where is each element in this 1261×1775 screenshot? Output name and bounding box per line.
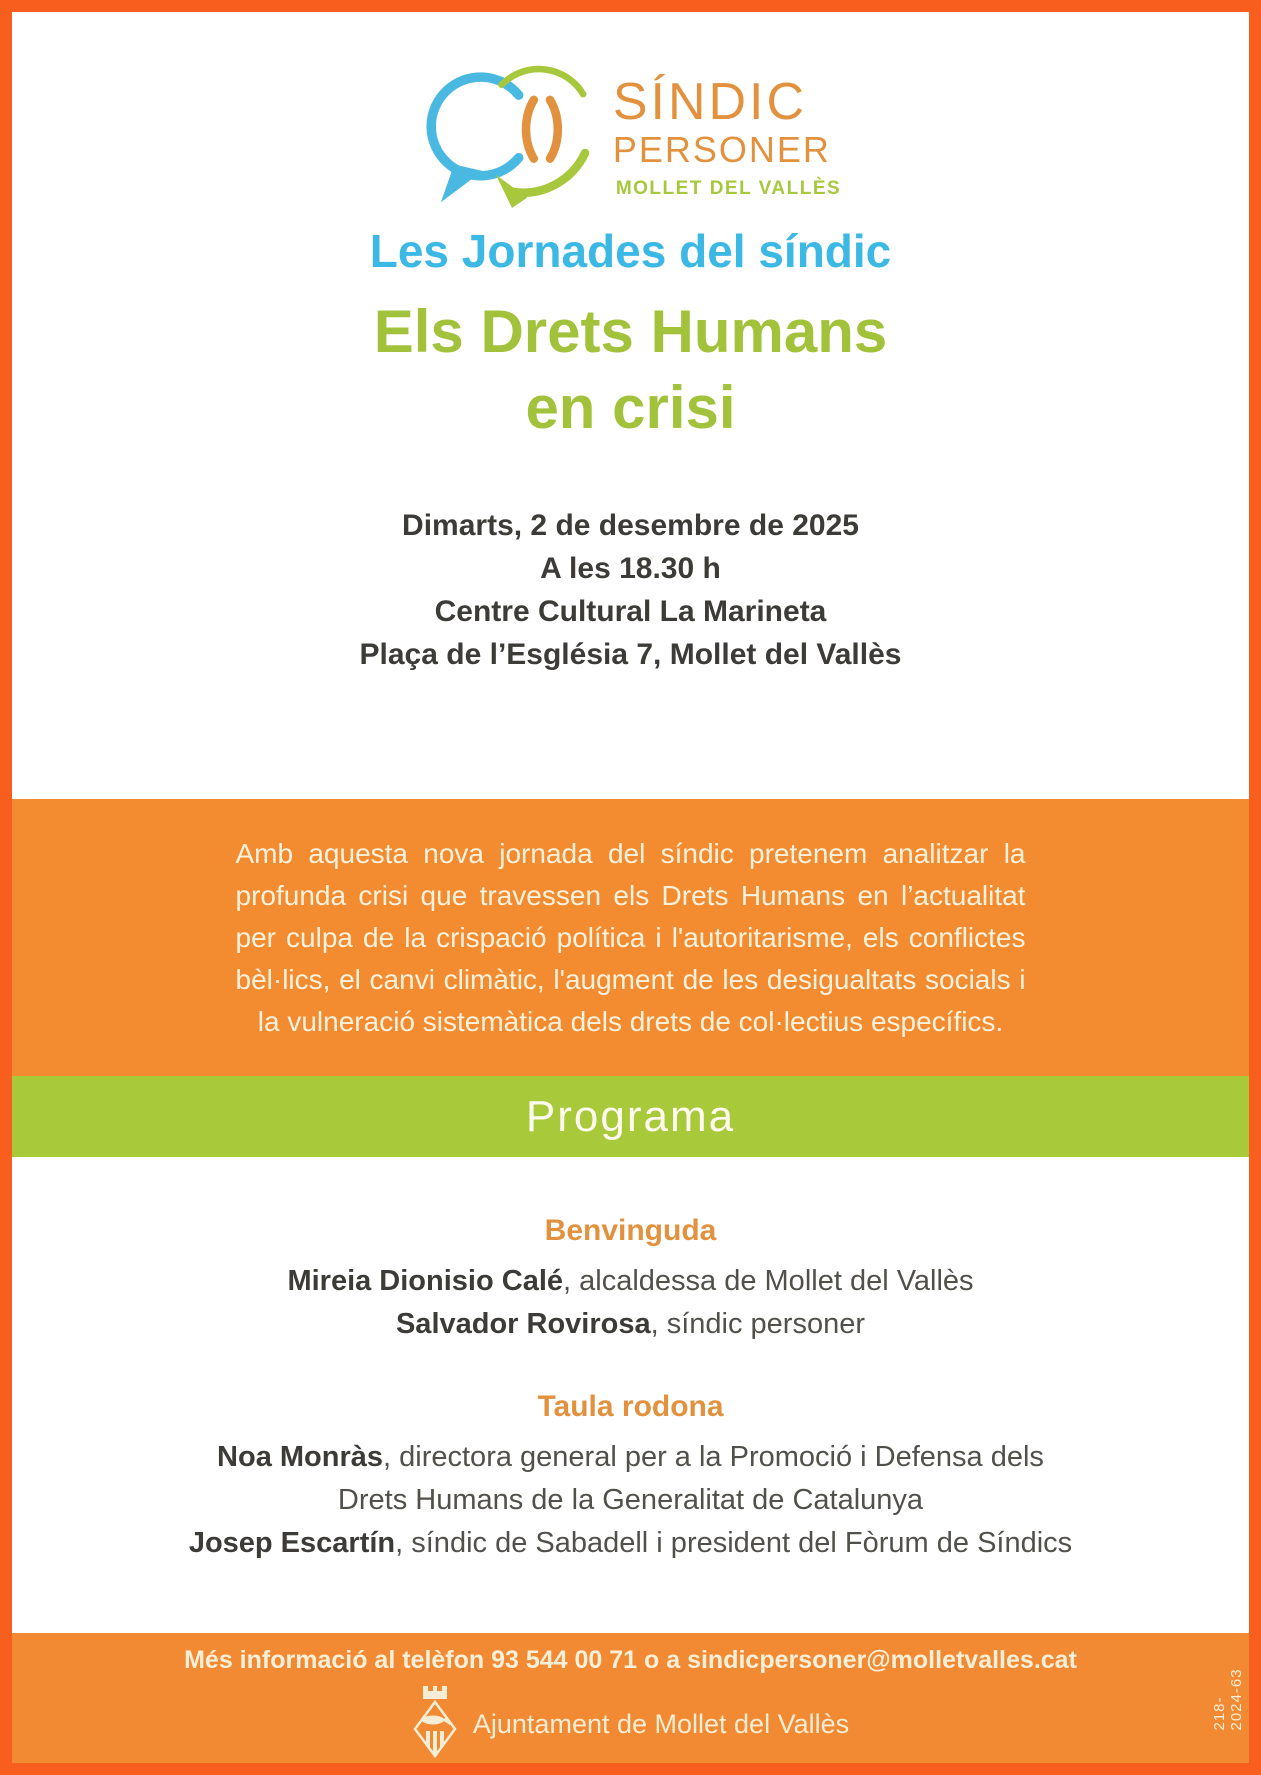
page-title-line2: en crisi — [525, 374, 736, 441]
logo-subtitle: MOLLET DEL VALLÈS — [615, 177, 842, 199]
logo-wordmark — [612, 72, 842, 199]
logo-wordmark-line2: PERSONER — [612, 128, 831, 170]
speaker-role: , directora general per a la Promoció i Defensa dels Drets Humans de la Generalitat de Catalunya — [337, 1441, 1044, 1516]
page-title — [12, 294, 1249, 446]
speaker-role: , alcaldessa de Mollet del Vallès — [563, 1265, 974, 1297]
section-heading: Benvinguda — [544, 1214, 717, 1247]
event-date: Dimarts, 2 de desembre de 2025 — [402, 509, 859, 542]
city-coat-of-arms-icon — [412, 1685, 458, 1764]
program-section-benvinguda — [12, 1212, 1249, 1346]
program-section-taula-rodona — [12, 1388, 1249, 1565]
speaker-role: , síndic de Sabadell i president del Fòrum de Síndics — [395, 1527, 1073, 1559]
footer-org-name: Ajuntament de Mollet del Vallès — [472, 1709, 850, 1739]
program-entry — [181, 1436, 1081, 1522]
intro-paragraph: Amb aquesta nova jornada del síndic pretenem analitzar la profunda crisi que travessen els Drets Humans en l’actualitat per culpa de la crispació política i l'autoritarisme, els conflictes bèl·lics, el canvi climàtic, l'augment de les desigualtats socials i la vulneració sistemàtica dels drets de col·lectius específics. — [235, 837, 1026, 1037]
page-title-line1: Els Drets Humans — [373, 298, 888, 365]
program-entry — [181, 1260, 1081, 1303]
event-series-kicker: Les Jornades del síndic — [369, 225, 892, 277]
event-time: A les 18.30 h — [540, 552, 721, 585]
speaker-name: Mireia Dionisio Calé — [287, 1265, 564, 1297]
print-reference-code: 218-2024-63 — [1211, 1668, 1245, 1731]
footer-brand — [12, 1685, 1249, 1764]
program-band-title: Programa — [525, 1091, 736, 1141]
footer — [12, 1633, 1249, 1763]
speaker-name: Josep Escartín — [188, 1527, 396, 1559]
intro-band — [12, 799, 1249, 1076]
program-content — [12, 1212, 1249, 1565]
event-details — [12, 504, 1249, 676]
program-band — [12, 1076, 1249, 1157]
speech-bubble-logo-icon — [420, 54, 605, 219]
event-venue: Centre Cultural La Marineta — [434, 595, 827, 628]
logo-wordmark-line1: SÍNDIC — [612, 72, 808, 131]
footer-contact-info: Més informació al telèfon 93 544 00 71 o a sindicpersoner@molletvalles.cat — [184, 1646, 1077, 1674]
event-address: Plaça de l’Església 7, Mollet del Vallès — [359, 638, 902, 671]
speaker-name: Salvador Rovirosa — [395, 1308, 651, 1340]
speaker-role: , síndic personer — [650, 1308, 866, 1340]
speaker-name: Noa Monràs — [217, 1441, 384, 1473]
program-entry — [181, 1303, 1081, 1346]
program-entry — [181, 1522, 1081, 1565]
section-heading: Taula rodona — [537, 1390, 724, 1423]
sindic-personer-logo — [12, 54, 1249, 219]
